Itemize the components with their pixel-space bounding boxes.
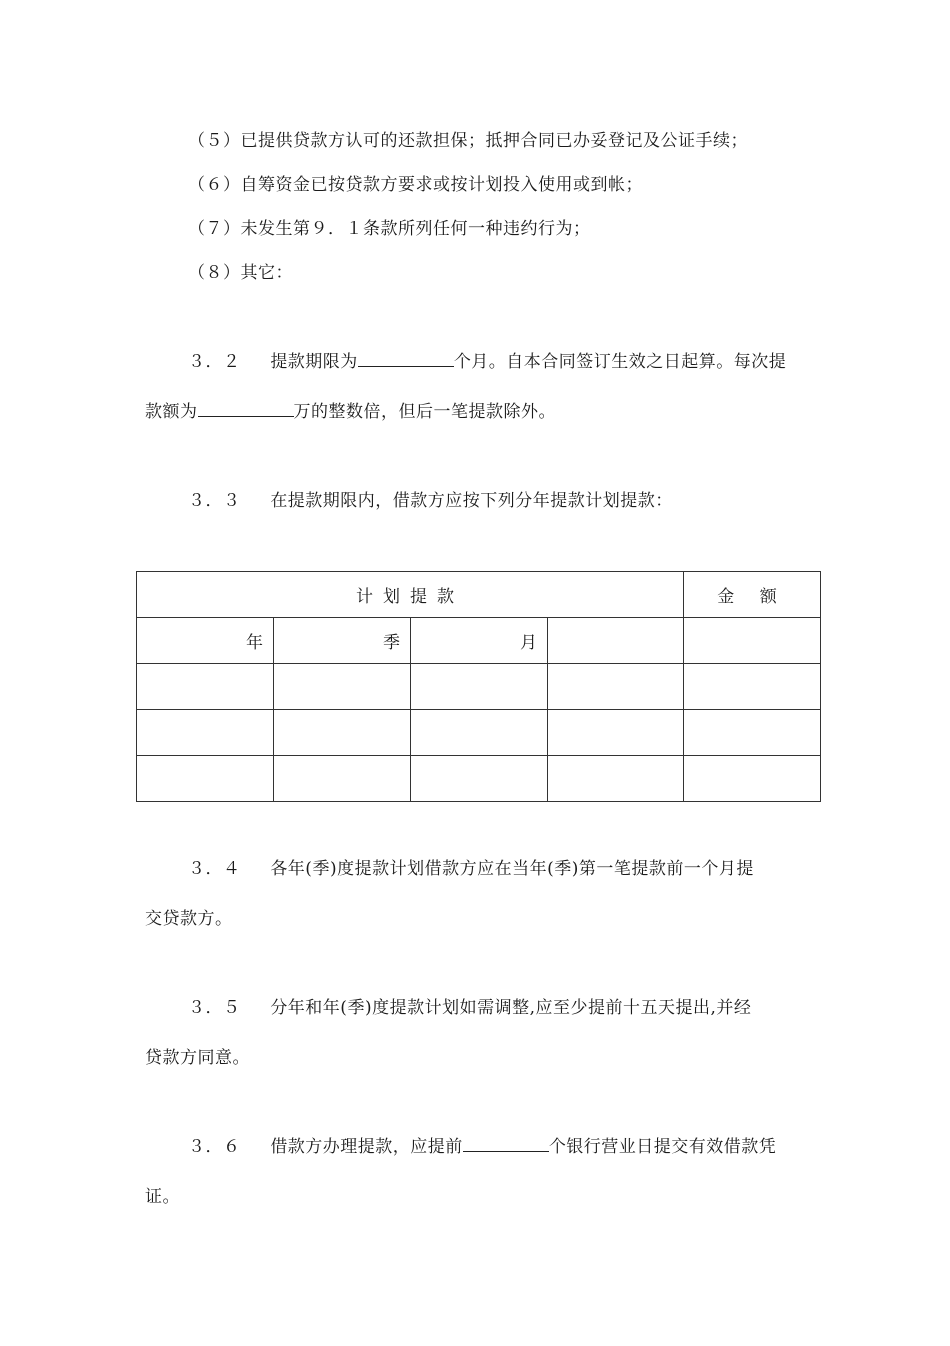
clause-3-5-text: 分年和年(季)度提款计划如需调整,应至少提前十五天提出,并经 xyxy=(270,998,752,1018)
clause-3-2-text-a: 提款期限为 xyxy=(270,352,358,372)
clause-3-5-number: ３．５ xyxy=(188,998,241,1018)
table-cell xyxy=(137,664,274,710)
clause-3-3-number: ３．３ xyxy=(188,491,241,511)
table-cell xyxy=(684,618,821,664)
clause-3-4-line2: 交贷款方。 xyxy=(145,909,233,929)
clause-3-2-text-d: 万的整数倍，但后一笔提款除外。 xyxy=(293,402,556,422)
clause-3-4-text: 各年(季)度提款计划借款方应在当年(季)第一笔提款前一个月提 xyxy=(270,859,754,879)
clause-3-6-line1 xyxy=(188,1132,776,1157)
condition-5: （５）已提供贷款方认可的还款担保；抵押合同已办妥登记及公证手续； xyxy=(188,131,748,151)
table-cell xyxy=(548,618,684,664)
withdrawal-period-blank xyxy=(358,348,454,367)
clause-3-6-text-b: 个银行营业日提交有效借款凭 xyxy=(548,1137,777,1157)
table-cell xyxy=(411,664,548,710)
table-cell xyxy=(548,664,684,710)
table-cell xyxy=(684,756,821,802)
clause-3-6-text-a: 借款方办理提款，应提前 xyxy=(270,1137,463,1157)
clause-3-3 xyxy=(188,486,673,511)
table-subheader-row xyxy=(137,618,821,664)
table-cell xyxy=(684,664,821,710)
withdrawal-plan-table xyxy=(136,571,821,802)
header-amount: 金 额 xyxy=(684,572,821,618)
clause-3-4-line1 xyxy=(188,854,754,879)
header-plan: 计划提款 xyxy=(137,572,684,618)
business-days-blank xyxy=(463,1133,549,1152)
table-row xyxy=(137,664,821,710)
subheader-year: 年 xyxy=(137,618,274,664)
condition-6: （６）自筹资金已按贷款方要求或按计划投入使用或到帐； xyxy=(188,175,643,195)
table-header-row xyxy=(137,572,821,618)
withdrawal-amount-blank xyxy=(198,398,294,417)
clause-3-2-line2 xyxy=(145,397,556,422)
subheader-season: 季 xyxy=(274,618,411,664)
table-cell xyxy=(684,710,821,756)
table-cell xyxy=(548,756,684,802)
table-cell xyxy=(548,710,684,756)
clause-3-2-line1 xyxy=(188,347,786,372)
subheader-month: 月 xyxy=(411,618,548,664)
clause-3-2-text-b: 个月。自本合同签订生效之日起算。每次提 xyxy=(453,352,787,372)
table-cell xyxy=(274,710,411,756)
clause-3-4-number: ３．４ xyxy=(188,859,241,879)
condition-7: （７）未发生第９．１条款所列任何一种违约行为； xyxy=(188,219,591,239)
clause-3-5-line1 xyxy=(188,993,751,1018)
table-row xyxy=(137,710,821,756)
table-row xyxy=(137,756,821,802)
table-cell xyxy=(274,756,411,802)
clause-3-2-text-c: 款额为 xyxy=(145,402,198,422)
table-cell xyxy=(137,710,274,756)
table-cell xyxy=(137,756,274,802)
table-cell xyxy=(274,664,411,710)
table-cell xyxy=(411,710,548,756)
clause-3-6-line2: 证。 xyxy=(145,1187,180,1207)
clause-3-5-line2: 贷款方同意。 xyxy=(145,1048,250,1068)
clause-3-2-number: ３．２ xyxy=(188,352,241,372)
table-cell xyxy=(411,756,548,802)
condition-8: （８）其它： xyxy=(188,263,293,283)
clause-3-3-text: 在提款期限内，借款方应按下列分年提款计划提款： xyxy=(270,491,673,511)
clause-3-6-number: ３．６ xyxy=(188,1137,241,1157)
